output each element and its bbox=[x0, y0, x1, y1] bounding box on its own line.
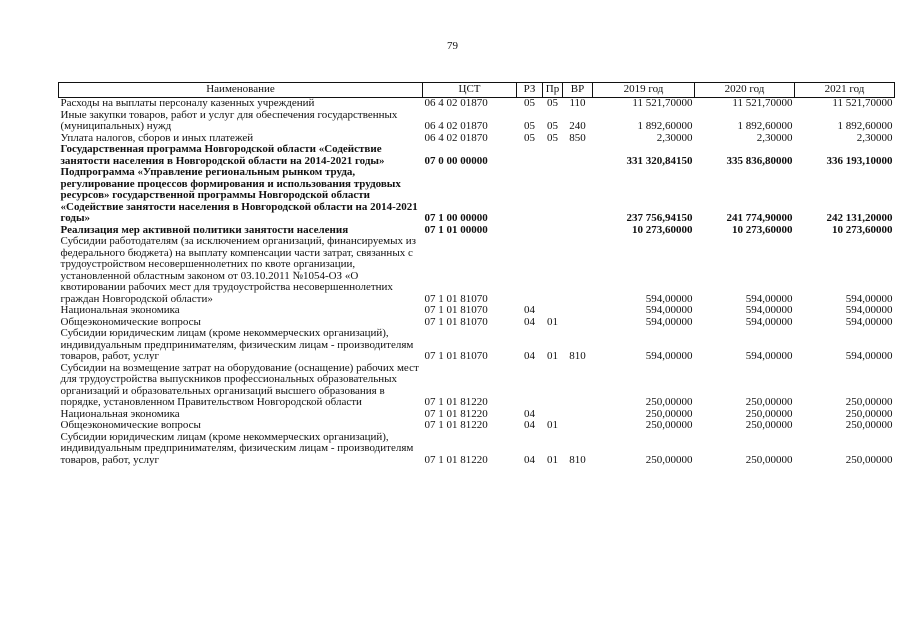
row-2021-cell: 594,00000 bbox=[845, 315, 893, 328]
row-2019-cell: 594,00000 bbox=[645, 304, 693, 316]
table-row bbox=[59, 110, 895, 133]
row-cst-cell: 07 0 00 00000 bbox=[424, 154, 488, 167]
table-row bbox=[59, 363, 895, 409]
row-rz-cell: 04 bbox=[524, 315, 535, 328]
row-pr-cell: 05 bbox=[547, 120, 558, 132]
row-2019-cell: 250,00000 bbox=[645, 396, 693, 408]
table-row bbox=[59, 236, 895, 305]
header-2021: 2021 год bbox=[795, 83, 895, 98]
row-2020-cell: 594,00000 bbox=[745, 350, 793, 362]
row-2020-cell: 250,00000 bbox=[745, 396, 793, 408]
row-name-cell: Национальная экономика bbox=[60, 304, 180, 316]
row-name-cell: Национальная экономика bbox=[60, 407, 180, 420]
row-vr-cell bbox=[563, 225, 593, 237]
row-2021-cell: 10 273,60000 bbox=[832, 223, 893, 236]
row-rz-cell bbox=[517, 363, 543, 409]
row-rz-cell: 05 bbox=[524, 97, 535, 109]
row-2021-cell: 242 131,20000 bbox=[826, 212, 893, 224]
row-2019-cell: 10 273,60000 bbox=[632, 223, 693, 236]
row-name-cell: Расходы на выплаты персоналу казенных учреждений bbox=[60, 97, 315, 109]
row-2020-cell: 594,00000 bbox=[745, 292, 793, 305]
row-pr-cell: 05 bbox=[547, 97, 558, 109]
row-2021-cell: 250,00000 bbox=[845, 453, 893, 466]
table-row bbox=[59, 98, 895, 110]
row-2021-cell: 2,30000 bbox=[856, 131, 893, 144]
row-2019-cell: 2,30000 bbox=[656, 131, 693, 144]
row-name-cell: Субсидии юридическим лицам (кроме некоммерческих организаций), индивидуальным предпринимателям, физическим лицам - производителям товаров, работ, услуг bbox=[60, 430, 414, 466]
row-rz-cell bbox=[517, 144, 543, 167]
row-vr-cell: 240 bbox=[569, 120, 586, 132]
row-rz-cell: 04 bbox=[524, 304, 535, 316]
row-name-cell: Подпрограмма «Управление региональным рынком труда, регулирование процессов формирования и использования трудовых ресурсов» государственной программы Новгородской области «Содействие занятости населения в Новгородской области на 2014-2021 годы» bbox=[60, 166, 418, 224]
row-cst-cell: 07 1 01 81220 bbox=[424, 407, 488, 420]
row-2019-cell: 250,00000 bbox=[645, 453, 693, 466]
row-2019-cell: 250,00000 bbox=[645, 419, 693, 431]
row-vr-cell: 810 bbox=[569, 453, 586, 466]
header-pr: Пр bbox=[543, 83, 563, 98]
row-name-cell: Общеэкономические вопросы bbox=[60, 315, 201, 328]
row-cst-cell: 07 1 01 81070 bbox=[424, 350, 488, 362]
row-pr-cell bbox=[543, 305, 563, 317]
row-pr-cell: 01 bbox=[547, 350, 558, 362]
row-2019-cell: 594,00000 bbox=[645, 350, 693, 362]
row-pr-cell: 01 bbox=[547, 453, 558, 466]
header-2019: 2019 год bbox=[593, 83, 695, 98]
row-2021-cell: 594,00000 bbox=[845, 350, 893, 362]
table-row bbox=[59, 144, 895, 167]
row-pr-cell bbox=[543, 225, 563, 237]
row-2021-cell: 594,00000 bbox=[845, 304, 893, 316]
row-vr-cell: 110 bbox=[569, 97, 586, 109]
row-vr-cell bbox=[563, 167, 593, 225]
row-2021-cell: 1 892,60000 bbox=[837, 120, 893, 132]
row-pr-cell bbox=[543, 236, 563, 305]
row-2021-cell: 250,00000 bbox=[845, 419, 893, 431]
row-2020-cell: 335 836,80000 bbox=[726, 154, 793, 167]
table-row bbox=[59, 328, 895, 363]
row-name-cell: Субсидии юридическим лицам (кроме некоммерческих организаций), индивидуальным предпринимателям, физическим лицам - производителям товаров, работ, услуг bbox=[60, 327, 414, 362]
row-2021-cell: 250,00000 bbox=[845, 407, 893, 420]
row-cst-cell: 06 4 02 01870 bbox=[424, 120, 488, 132]
row-pr-cell: 05 bbox=[547, 131, 558, 144]
row-vr-cell bbox=[563, 317, 593, 329]
row-name-cell: Иные закупки товаров, работ и услуг для обеспечения государственных (муниципальных) нужд bbox=[60, 108, 398, 132]
row-cst-cell: 07 1 00 00000 bbox=[424, 212, 488, 224]
row-vr-cell bbox=[563, 144, 593, 167]
table-row bbox=[59, 432, 895, 467]
row-2020-cell: 594,00000 bbox=[745, 304, 793, 316]
row-2019-cell: 11 521,70000 bbox=[632, 97, 693, 109]
row-cst-cell: 07 1 01 00000 bbox=[424, 223, 488, 236]
row-2020-cell: 2,30000 bbox=[756, 131, 793, 144]
row-vr-cell bbox=[563, 420, 593, 432]
header-name: Наименование bbox=[59, 83, 423, 98]
page-number: 79 bbox=[447, 40, 458, 52]
table-row bbox=[59, 167, 895, 225]
row-2019-cell: 1 892,60000 bbox=[637, 120, 693, 132]
budget-table bbox=[58, 82, 895, 466]
row-2020-cell: 250,00000 bbox=[745, 453, 793, 466]
row-name-cell: Общеэкономические вопросы bbox=[60, 419, 201, 431]
row-2020-cell: 594,00000 bbox=[745, 315, 793, 328]
row-pr-cell bbox=[543, 363, 563, 409]
header-2020: 2020 год bbox=[695, 83, 795, 98]
row-cst-cell: 07 1 01 81070 bbox=[424, 292, 488, 305]
row-pr-cell: 01 bbox=[547, 315, 558, 328]
row-2020-cell: 11 521,70000 bbox=[732, 97, 793, 109]
row-pr-cell: 01 bbox=[547, 419, 558, 431]
row-rz-cell: 05 bbox=[524, 131, 535, 144]
row-2020-cell: 241 774,90000 bbox=[726, 212, 793, 224]
row-pr-cell bbox=[543, 167, 563, 225]
row-2019-cell: 594,00000 bbox=[645, 315, 693, 328]
row-name-cell: Уплата налогов, сборов и иных платежей bbox=[60, 131, 254, 144]
row-2020-cell: 250,00000 bbox=[745, 419, 793, 431]
row-vr-cell bbox=[563, 409, 593, 421]
row-vr-cell bbox=[563, 305, 593, 317]
row-cst-cell: 06 4 02 01870 bbox=[424, 97, 488, 109]
row-vr-cell bbox=[563, 363, 593, 409]
row-name-cell: Субсидии на возмещение затрат на оборудование (оснащение) рабочих мест для трудоустройства выпускников профессиональных образовательных организаций и образовательных организаций высшего образования в порядке, установленном Правительством Новгородской области bbox=[60, 361, 419, 408]
row-2019-cell: 594,00000 bbox=[645, 292, 693, 305]
row-pr-cell bbox=[543, 144, 563, 167]
row-cst-cell: 06 4 02 01870 bbox=[424, 131, 488, 144]
row-rz-cell: 04 bbox=[524, 419, 535, 431]
header-cst: ЦСТ bbox=[423, 83, 517, 98]
row-cst-cell: 07 1 01 81070 bbox=[424, 304, 488, 316]
table-row bbox=[59, 305, 895, 317]
row-2021-cell: 336 193,10000 bbox=[826, 154, 893, 167]
row-vr-cell: 850 bbox=[569, 131, 586, 144]
row-2021-cell: 250,00000 bbox=[845, 396, 893, 408]
row-cst-cell: 07 1 01 81220 bbox=[424, 396, 488, 408]
row-2019-cell: 331 320,84150 bbox=[626, 154, 693, 167]
row-rz-cell: 04 bbox=[524, 407, 535, 420]
row-cst-cell: 07 1 01 81220 bbox=[424, 453, 488, 466]
row-2020-cell: 1 892,60000 bbox=[737, 120, 793, 132]
table-body bbox=[59, 98, 895, 467]
row-2020-cell: 10 273,60000 bbox=[732, 223, 793, 236]
row-rz-cell bbox=[517, 236, 543, 305]
header-vr: ВР bbox=[563, 83, 593, 98]
row-2019-cell: 250,00000 bbox=[645, 407, 693, 420]
row-cst-cell: 07 1 01 81220 bbox=[424, 419, 488, 431]
row-rz-cell: 05 bbox=[524, 120, 535, 132]
header-rz: РЗ bbox=[517, 83, 543, 98]
row-name-cell: Субсидии работодателям (за исключением организаций, финансируемых из федерального бюджета) на выплату компенсации части затрат, связанных с трудоустройством несовершеннолетних по квоте организации, установленной областным законом от 03.10.2011 №1054-ОЗ «О квотировании рабочих мест для трудоустройства несовершеннолетних граждан Новгородской области» bbox=[60, 235, 416, 305]
row-name-cell: Государственная программа Новгородской области «Содействие занятости населения в Новгородской области на 2014-2021 годы» bbox=[60, 143, 385, 167]
row-name-cell: Реализация мер активной политики занятости населения bbox=[60, 223, 349, 236]
row-rz-cell bbox=[517, 225, 543, 237]
row-2021-cell: 594,00000 bbox=[845, 292, 893, 305]
row-rz-cell: 04 bbox=[524, 350, 535, 362]
row-rz-cell: 04 bbox=[524, 453, 535, 466]
table-row bbox=[59, 420, 895, 432]
row-vr-cell bbox=[563, 236, 593, 305]
row-2020-cell: 250,00000 bbox=[745, 407, 793, 420]
table-header-row bbox=[59, 83, 895, 98]
row-2021-cell: 11 521,70000 bbox=[832, 97, 893, 109]
row-cst-cell: 07 1 01 81070 bbox=[424, 315, 488, 328]
row-2019-cell: 237 756,94150 bbox=[626, 212, 693, 224]
row-rz-cell bbox=[517, 167, 543, 225]
row-vr-cell: 810 bbox=[569, 350, 586, 362]
